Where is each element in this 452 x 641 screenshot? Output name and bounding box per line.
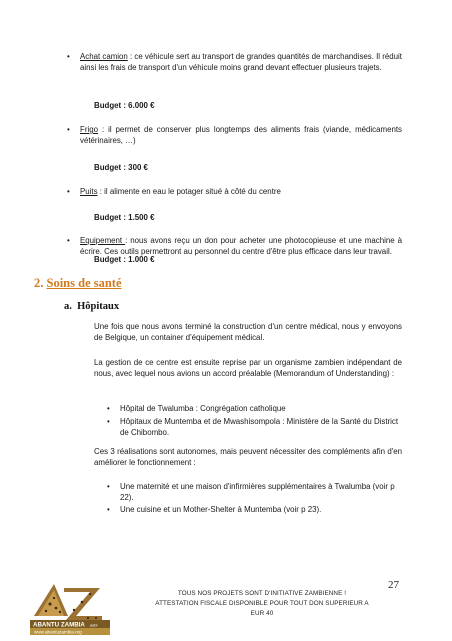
list-item-camion (67, 51, 402, 73)
footer-line-1: TOUS NOS PROJETS SONT D'INITIATIVE ZAMBIENNE ! (177, 590, 347, 597)
subsection-title: Hôpitaux (77, 301, 120, 312)
hospital-text: Hôpital de Twalumba : Congrégation catholique (120, 404, 286, 413)
logo-url: www.abantuzambia.org (34, 629, 82, 635)
item-desc: : ce véhicule sert au transport de grandes quantités de marchandises. Il réduit ainsi les frais de transport d'un véhicule moins grand devant effectuer plusieurs trajets. (80, 52, 402, 73)
subsection-heading (64, 301, 119, 312)
list-item-improvement (107, 481, 402, 503)
footer-line-2: ATTESTATION FISCALE DISPONIBLE POUR TOUT DON SUPERIEUR A EUR 40 (155, 600, 369, 617)
item-desc: : il alimente en eau le potager situé à côté du centre (97, 187, 281, 196)
subsection-letter: a. (64, 301, 72, 312)
hospital-text: Hôpitaux de Muntemba et de Mwashisompola : Ministère de la Santé du District de Chibombo. (120, 417, 399, 438)
section-number: 2. (34, 276, 44, 290)
item-term: Puits (80, 187, 98, 196)
logo-graphic-icon (30, 580, 110, 636)
budget-label: Budget : 1.500 € (94, 213, 155, 222)
budget-label: Budget : 6.000 € (94, 101, 155, 110)
paragraph: La gestion de ce centre est ensuite reprise par un organisme zambien indépendant de nous, avec lequel nous avions un accord préalable (Memorandum of Understanding) : (94, 358, 402, 379)
list-item-puits (67, 186, 402, 197)
list-item-improvement (107, 504, 402, 515)
budget-label: Budget : 1.000 € (94, 255, 155, 264)
logo-name: ABANTU ZAMBIA (33, 621, 85, 629)
budget-label: Budget : 300 € (94, 163, 148, 172)
bullet: • (67, 125, 70, 134)
logo-sub: asbl (90, 622, 98, 628)
improvement-text: Une maternité et une maison d'infirmières supplémentaires à Twalumba (voir p 22). (120, 482, 395, 503)
paragraph: Ces 3 réalisations sont autonomes, mais peuvent nécessiter des compléments afin d'en améliorer le fonctionnement : (94, 447, 402, 468)
page-number: 27 (388, 579, 399, 591)
bullet: • (107, 482, 110, 491)
bullet: • (107, 417, 110, 426)
bullet: • (67, 52, 70, 61)
improvement-text: Une cuisine et un Mother-Shelter à Muntemba (voir p 23). (120, 505, 322, 514)
section-title: Soins de santé (46, 276, 122, 290)
item-desc: : il permet de conserver plus longtemps des aliments frais (viande, médicaments vétérinaires, …) (80, 125, 402, 146)
list-item-equipement (67, 235, 402, 257)
abantu-zambia-logo (30, 580, 110, 636)
item-term: Equipement (80, 236, 126, 245)
list-item-frigo (67, 124, 402, 146)
item-desc: : nous avons reçu un don pour acheter une photocopieuse et une machine à écrire. Ces outils permettront au personnel du centre d'être plus efficace dans leur travail. (80, 236, 402, 257)
bullet: • (107, 505, 110, 514)
list-item-hospital (107, 416, 402, 438)
bullet: • (67, 187, 70, 196)
section-heading (34, 276, 122, 291)
item-term: Frigo (80, 125, 98, 134)
list-item-hospital (107, 403, 402, 414)
paragraph: Une fois que nous avons terminé la construction d'un centre médical, nous y envoyons de Belgique, un container d'équipement médical. (94, 322, 402, 343)
bullet: • (67, 236, 70, 245)
bullet: • (107, 404, 110, 413)
item-term: Achat camion (80, 52, 128, 61)
